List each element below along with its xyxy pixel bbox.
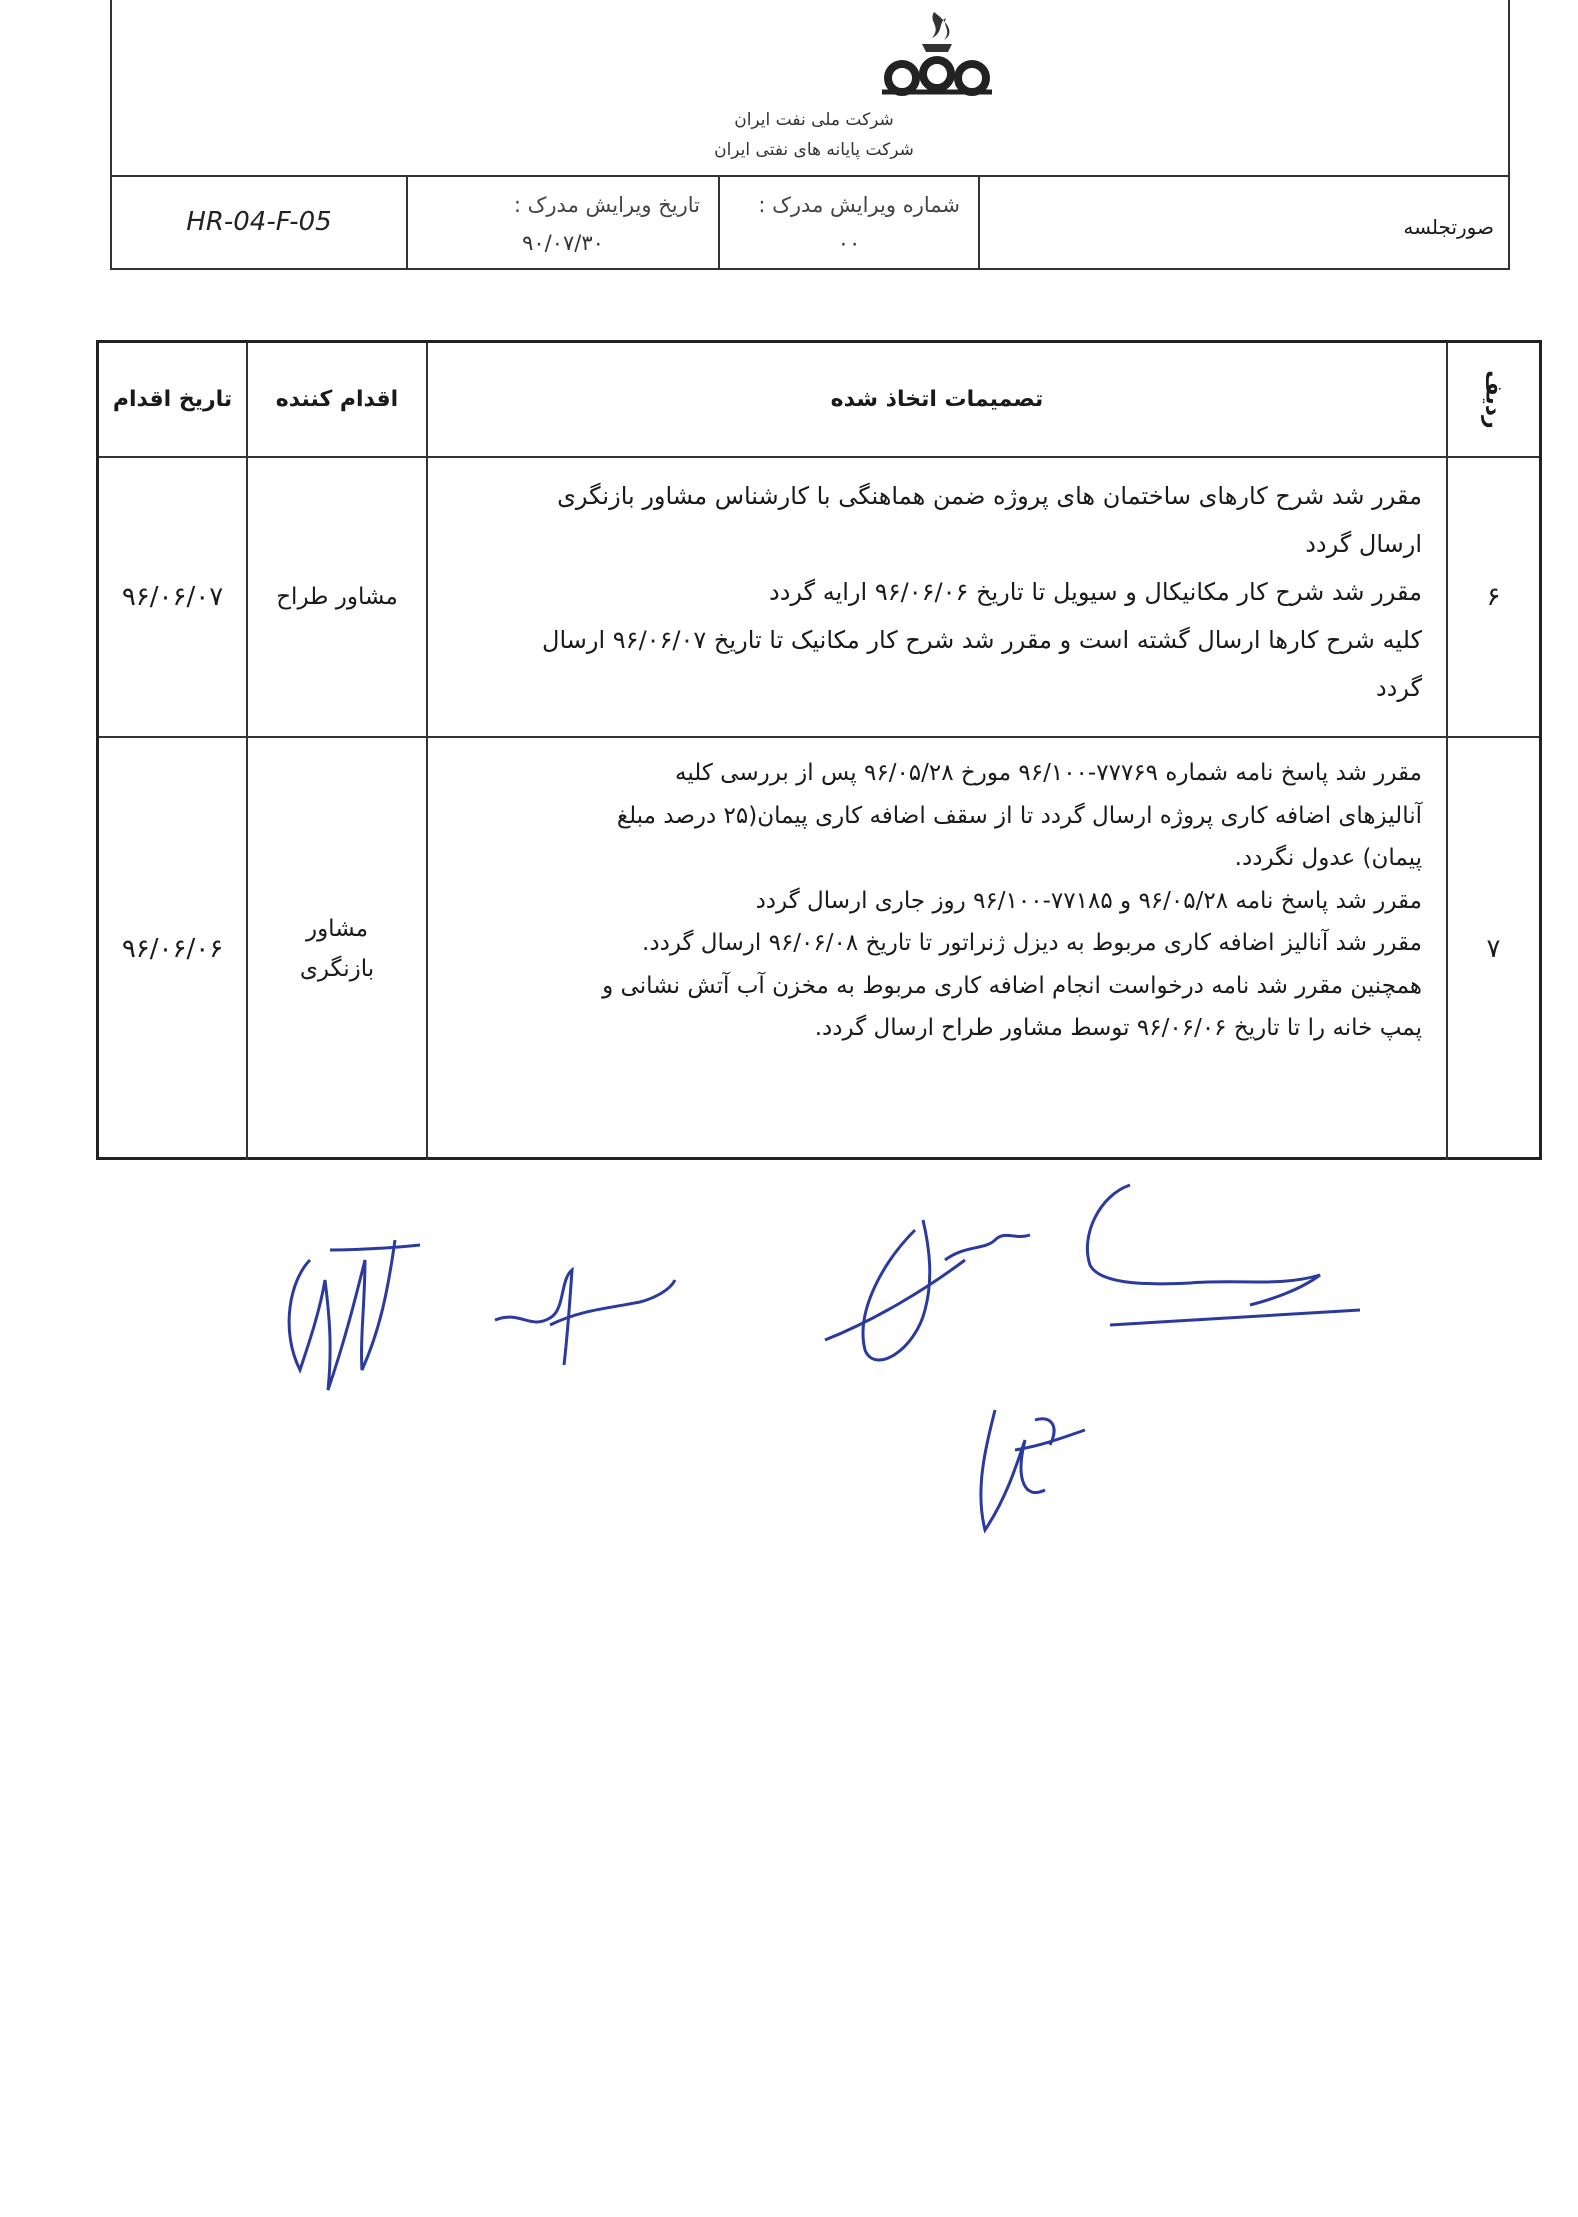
row-no-cell [1446,738,1539,1160]
header-actor-cell [246,343,426,456]
revision-label: شماره ویرایش مدرک : [758,193,960,217]
decision-line: پیمان) عدول نگردد. [1234,845,1422,871]
table-row [99,458,1539,738]
decision-line: مقرر شد آنالیز اضافه کاری مربوط به دیزل ژنراتور تا تاریخ ۹۶/۰۶/۰۸ ارسال گردد. [642,930,1422,956]
org-name: شرکت ملی نفت ایران [734,110,894,130]
decision-line: گردد [1375,674,1422,702]
actor-line: مشاور [305,916,369,942]
table-row [99,738,1539,1160]
decision-line: مقرر شد پاسخ نامه شماره ۷۷۷۶۹-۹۶/۱۰۰ مورخ ۹۶/۰۵/۲۸ پس از بررسی کلیه [675,760,1422,786]
header-actor: اقدام کننده [275,387,399,412]
revision-cell [718,177,978,268]
decision-line: مقرر شد شرح کارهای ساختمان های پروژه ضمن هماهنگی با کارشناس مشاور بازنگری [557,482,1422,510]
actor-cell [246,738,426,1160]
header-action-date: تاریخ اقدام [112,387,233,412]
decision-line: مقرر شد پاسخ نامه ۹۶/۰۵/۲۸ و ۷۷۱۸۵-۹۶/۱۰۰ روز جاری ارسال گردد [755,887,1422,914]
header-row-no: ردیف [1481,370,1507,429]
row-no: ۶ [1486,582,1501,612]
revision-date-cell [406,177,718,268]
action-date-cell [99,738,246,1160]
decision-line: پمپ خانه را تا تاریخ ۹۶/۰۶/۰۶ توسط مشاور طراح ارسال گردد. [814,1015,1422,1041]
header-decisions-cell [426,343,1446,456]
org-subsidiary: شرکت پایانه های نفتی ایران [714,140,914,160]
table-header-row [99,343,1539,458]
revision-date-label: تاریخ ویرایش مدرک : [513,193,700,217]
header-date-cell [99,343,246,456]
revision-value: ۰۰ [837,231,861,255]
revision-date-value: ۹۰/۰۷/۳۰ [522,231,604,255]
decision-line: آنالیزهای اضافه کاری پروژه ارسال گردد تا از سقف اضافه کاری پیمان(۲۵ درصد مبلغ [616,802,1422,829]
doc-code: HR-04-F-05 [186,207,332,237]
action-date: ۹۶/۰۶/۰۷ [121,582,224,612]
row-no-cell [1446,458,1539,736]
document-header [110,0,1510,270]
decisions-cell [426,458,1446,736]
signature-4-icon [1070,1175,1370,1345]
doc-title: صورتجلسه [1403,215,1494,239]
action-date-cell [99,458,246,736]
decision-line: ارسال گردد [1305,530,1422,558]
doc-code-cell [112,177,406,268]
header-decisions: تصمیمات اتخاذ شده [830,387,1044,412]
actor-cell [246,458,426,736]
actor-line: مشاور طراح [276,584,398,610]
signature-5-icon [955,1390,1095,1540]
signature-2-icon [490,1250,680,1380]
decision-line: کلیه شرح کارها ارسال گشته است و مقرر شد شرح کار مکانیک تا تاریخ ۹۶/۰۶/۰۷ ارسال [542,626,1422,654]
decision-line: همچنین مقرر شد نامه درخواست انجام اضافه کاری مربوط به مخزن آب آتش نشانی و [602,972,1422,999]
header-row-no-cell [1446,343,1539,456]
signature-1-icon [270,1220,430,1410]
actor-line: بازنگری [299,956,375,982]
action-date: ۹۶/۰۶/۰۶ [121,934,224,964]
row-no: ۷ [1486,934,1501,964]
decisions-table [96,340,1542,1160]
doc-title-cell [978,177,1508,268]
signature-3-icon [815,1200,1045,1390]
header-info-row [112,175,1508,268]
decision-line: مقرر شد شرح کار مکانیکال و سیویل تا تاریخ ۹۶/۰۶/۰۶ ارایه گردد [769,578,1422,606]
company-logo-icon [872,8,1002,108]
decisions-cell [426,738,1446,1160]
